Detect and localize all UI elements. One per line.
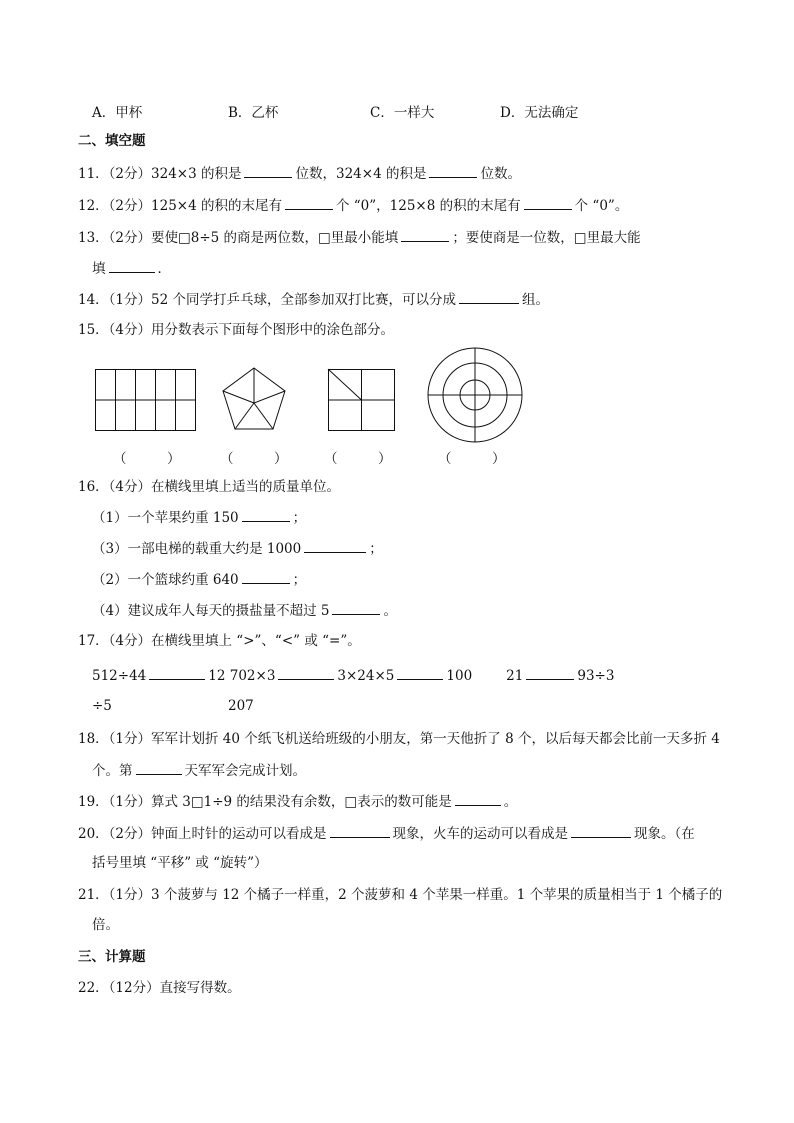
answer-blank[interactable]: [136, 760, 182, 775]
pentagon-figure: [222, 367, 286, 431]
question-17-row2: ÷5: [92, 698, 112, 714]
question-18-cont: 个。第 天军军会完成计划。: [92, 760, 306, 781]
answer-blank[interactable]: [244, 163, 292, 178]
question-16-item: （2）一个篮球约重 640 ；: [92, 569, 306, 590]
question-20-cont: 括号里填 “平移” 或 “旋转”）: [92, 855, 268, 871]
answer-blank[interactable]: [278, 665, 334, 680]
question-12: 12．（2分）125×4 的积的末尾有 个 “0”，125×8 的积的末尾有 个 “0”。: [78, 195, 628, 216]
question-16-item: （3）一部电梯的载重大约是 1000 ；: [92, 538, 383, 559]
question-20: 20．（2分）钟面上时针的运动可以看成是 现象，火车的运动可以看成是 现象。（在: [78, 823, 695, 844]
choice-b: B．乙杯: [228, 105, 279, 121]
question-17-row: 512÷44 12 702×3 3×24×5 100 21 93÷3: [92, 665, 614, 686]
answer-paren-2[interactable]: （ ）: [220, 451, 288, 467]
question-16-item: （1）一个苹果约重 150 ；: [92, 507, 306, 528]
question-17: 17．（4分）在横线里填上 “>”、“<” 或 “=”。: [78, 633, 361, 649]
question-13: 13．（2分）要使□8÷5 的商是两位数，□里最小能填 ；要使商是一位数，□里最大能: [78, 227, 641, 248]
answer-blank[interactable]: [455, 791, 501, 806]
question-14: 14．（1分）52 个同学打乒乓球，全部参加双打比赛，可以分成 组。: [78, 289, 549, 310]
choice-d: D．无法确定: [500, 105, 579, 121]
concentric-circles-figure: [427, 347, 523, 443]
answer-blank[interactable]: [397, 665, 443, 680]
question-19: 19．（1分）算式 3□1÷9 的结果没有余数，□表示的数可能是 。: [78, 791, 517, 812]
question-15: 15．（4分）用分数表示下面每个图形中的涂色部分。: [78, 322, 395, 338]
question-16-item: （4）建议成年人每天的摄盐量不超过 5 。: [92, 600, 397, 621]
answer-blank[interactable]: [330, 823, 390, 838]
answer-blank[interactable]: [332, 600, 380, 615]
answer-blank[interactable]: [526, 665, 574, 680]
section-heading-fill-in: 二、填空题: [78, 133, 146, 149]
answer-blank[interactable]: [401, 227, 449, 242]
answer-blank[interactable]: [285, 195, 333, 210]
section-heading-calculation: 三、计算题: [78, 949, 146, 965]
answer-paren-3[interactable]: （ ）: [324, 451, 392, 467]
choice-a: A．甲杯: [92, 105, 143, 121]
question-11: 11．（2分）324×3 的积是 位数，324×4 的积是 位数。: [78, 163, 521, 184]
question-16: 16．（4分）在横线里填上适当的质量单位。: [78, 479, 341, 495]
grid-rectangle-figure: [95, 369, 196, 431]
question-13-cont: 填 ．: [92, 258, 171, 279]
answer-blank[interactable]: [459, 289, 519, 304]
question-22: 22．（12分）直接写得数。: [78, 980, 241, 996]
choice-c: C．一样大: [370, 105, 435, 121]
question-21-cont: 倍。: [92, 917, 119, 933]
question-21: 21．（1分）3 个菠萝与 12 个橘子一样重，2 个菠萝和 4 个苹果一样重。1 个苹果的质量相当于 1 个橘子的: [78, 887, 723, 903]
answer-blank[interactable]: [242, 569, 290, 584]
answer-blank[interactable]: [149, 665, 205, 680]
answer-blank[interactable]: [242, 507, 290, 522]
answer-blank[interactable]: [109, 258, 155, 273]
answer-paren-4[interactable]: （ ）: [438, 451, 506, 467]
answer-blank[interactable]: [429, 163, 477, 178]
question-18: 18．（1分）军军计划折 40 个纸飞机送给班级的小朋友，第一天他折了 8 个，以后每天都会比前一天多折 4: [78, 731, 720, 747]
answer-blank[interactable]: [571, 823, 631, 838]
answer-blank[interactable]: [524, 195, 572, 210]
question-17-row2-value: 207: [228, 698, 254, 714]
answer-paren-1[interactable]: （ ）: [113, 451, 181, 467]
answer-blank[interactable]: [304, 538, 366, 553]
divided-rectangle-figure: [328, 369, 395, 431]
